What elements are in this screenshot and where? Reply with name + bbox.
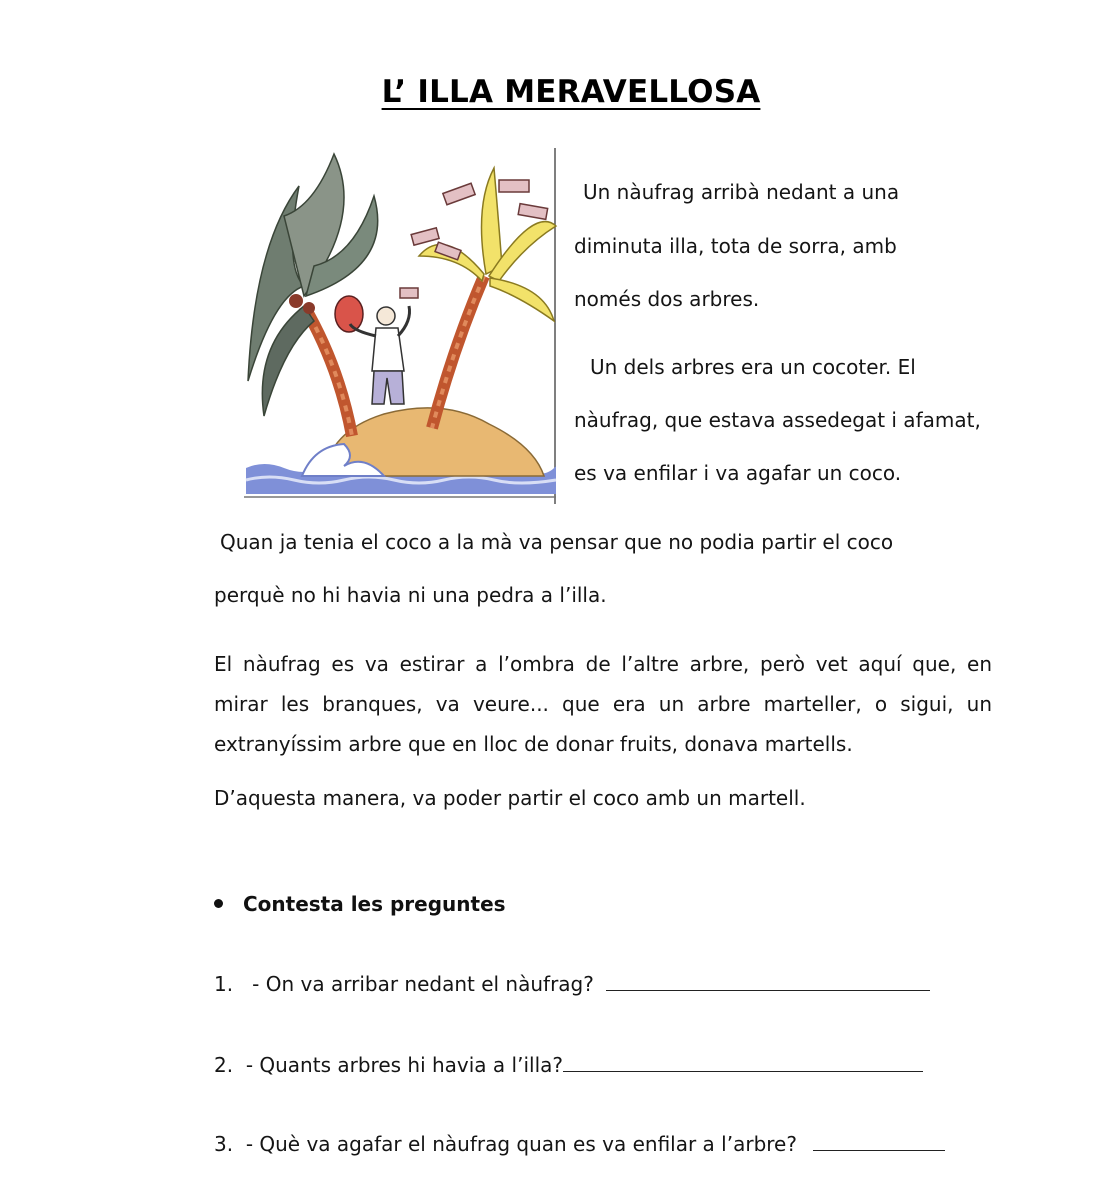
page-title: L’ ILLA MERAVELLOSA — [381, 74, 761, 110]
intro-line: Un nàufrag arribà nedant a una — [583, 180, 900, 204]
island-shipwreck-illustration — [244, 146, 558, 504]
intro-line: nàufrag, que estava assedegat i afamat, — [574, 408, 981, 432]
intro-line: Un dels arbres era un cocoter. El — [590, 355, 916, 379]
paragraph-line: extranyíssim arbre que en lloc de donar fruits, donava martells. — [214, 732, 853, 756]
answer-line-1[interactable] — [606, 989, 930, 991]
intro-line: es va enfilar i va agafar un coco. — [574, 461, 902, 485]
answer-line-2[interactable] — [563, 1070, 923, 1072]
question-2: 2. - Quants arbres hi havia a l’illa? — [214, 1053, 923, 1077]
answer-line-3[interactable] — [813, 1149, 945, 1151]
intro-line: només dos arbres. — [574, 287, 760, 311]
questions-heading: Contesta les preguntes — [214, 892, 506, 916]
intro-line: diminuta illa, tota de sorra, amb — [574, 234, 897, 258]
paragraph-line: mirar les branques, va veure... que era un arbre marteller, o sigui, un — [214, 692, 992, 716]
paragraph-line: D’aquesta manera, va poder partir el coco amb un martell. — [214, 786, 806, 810]
question-1: 1. - On va arribar nedant el nàufrag? — [214, 972, 930, 996]
paragraph — [214, 644, 992, 764]
question-3: 3. - Què va agafar el nàufrag quan es va enfilar a l’arbre? — [214, 1132, 945, 1156]
paragraph-line: perquè no hi havia ni una pedra a l’illa. — [214, 583, 607, 607]
paragraph-line: El nàufrag es va estirar a l’ombra de l’altre arbre, però vet aquí que, en — [214, 652, 992, 676]
bullet-icon — [214, 899, 223, 908]
paragraph-line: Quan ja tenia el coco a la mà va pensar que no podia partir el coco — [220, 530, 894, 554]
